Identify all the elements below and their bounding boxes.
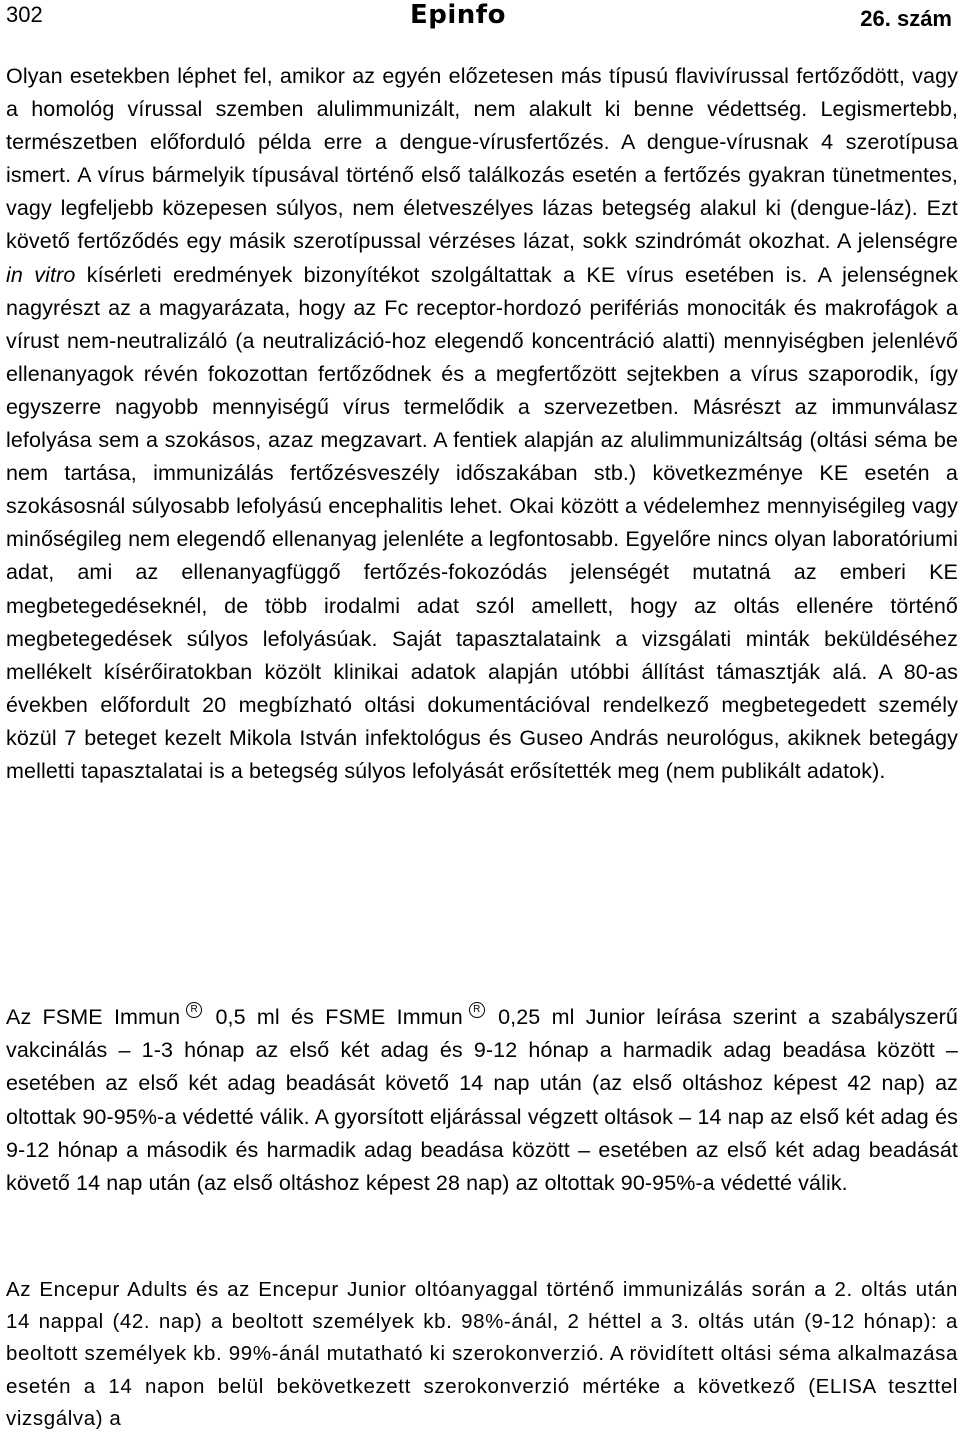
page-header: [0, 0, 960, 40]
paragraph-fsme-immun: [6, 1001, 958, 1200]
paragraph-antibody-enhancement: [6, 60, 958, 788]
text-run: Olyan esetekben léphet fel, amikor az egyén előzetesen más típusú flavivírussal fertőződött, vagy a homológ vírussal szemben alulimmunizált, nem alakult ki benne védettség. Legismertebb, természetben előforduló példa erre a dengue-vírusfertőzés. A dengue-vírusnak 4 szerotípusa ismert. A vírus bármelyik típusával történő első találkozás esetén a fertőzés gyakran tünetmentes, vagy legfeljebb közepesen súlyos, nem életveszélyes lázas betegség alakul ki (dengue-láz). Ezt követő fertőződés egy másik szerotípussal vérzéses lázat, sokk szindrómát okozhat. A jelenségre: [6, 64, 958, 254]
text-run: 0,5 ml és FSME Immun: [204, 1005, 463, 1029]
text-run: 0,25 ml Junior leírása szerint a szabályszerű vakcinálás – 1-3 hónap az első két adag és 9-12 hónap a harmadik adag beadása között – esetében az első két adag beadását követő 14 nap után (az első oltáshoz képest 42 nap) az oltottak 90-95%-a védetté válik. A gyorsított eljárással végzett oltások – 14 nap az első két adag és 9-12 hónap a második és harmadik adag beadása között – esetében az első két adag beadását követő 14 nap után (az első oltáshoz képest 28 nap) az oltottak 90-95%-a védetté válik.: [6, 1005, 958, 1196]
journal-logo: Epinfo: [410, 0, 506, 30]
issue-label: 26. szám: [860, 6, 952, 31]
text-run: Az FSME Immun: [6, 1005, 181, 1029]
registered-mark-icon: R: [469, 1002, 485, 1018]
italic-term: in vitro: [6, 262, 76, 287]
page-number: 302: [6, 2, 43, 27]
paragraph-encepur: Az Encepur Adults és az Encepur Junior oltóanyaggal történő immunizálás során a 2. oltás után 14 nappal (42. nap) a beoltott személyek kb. 98%-ánál, 2 héttel a 3. oltás után (9-12 hónap): a beoltott személyek kb. 99%-ánál mutatható ki szerokonverzió. A rövidített oltási séma alkalmazása esetén a 14 napon belül bekövetkezett szerokonverzió mértéke a következő (ELISA teszttel vizsgálva) a: [6, 1278, 958, 1430]
text-run: kísérleti eredmények bizonyítékot szolgáltattak a KE vírus esetében is. A jelenségnek nagyrészt az a magyarázata, hogy az Fc receptor-hordozó perifériás monociták és makrofágok a vírust nem-neutralizáló (a neutralizáció-hoz elegendő koncentráció alatti) mennyiségben jelenlévő ellenanyagok révén fokozottan fertőződnek és a megfertőzött sejtekben a vírus szaporodik, így egyszerre nagyobb mennyiségű vírus termelődik a szervezetben. Másrészt az immunválasz lefolyása sem a szokásos, azaz megzavart. A fentiek alapján az alulimmunizáltság (oltási séma be nem tartása, immunizálás fertőzésveszély időszakában stb.) következménye KE esetén a szokásosnál súlyosabb lefolyású encephalitis lehet. Okai között a védelemhez mennyiségileg vagy minőségileg nem elegendő ellenanyag jelenléte a legfontosabb. Egyelőre nincs olyan laboratóriumi adat, ami az ellenanyagfüggő fertőzés-fokozódás jelenségét mutatná az emberi KE megbetegedéseknél, de több irodalmi adat szól amellett, hogy az oltás ellenére történő megbetegedések súlyos lefolyásúak. Saját tapasztalataink a vizsgálati minták beküldéséhez mellékelt kísérőiratokban közölt klinikai adatok alapján utóbbi állítást támasztják alá. A 80-as években előfordult 20 megbízható oltási dokumentációval rendelkező megbetegedett személy közül 7 beteget kezelt Mikola István infektológus és Guseo András neurológus, akiknek betegágy melletti tapasztalatai is a betegség súlyos lefolyását erősítették meg (nem publikált adatok).: [6, 262, 959, 783]
registered-mark-icon: R: [186, 1002, 202, 1018]
